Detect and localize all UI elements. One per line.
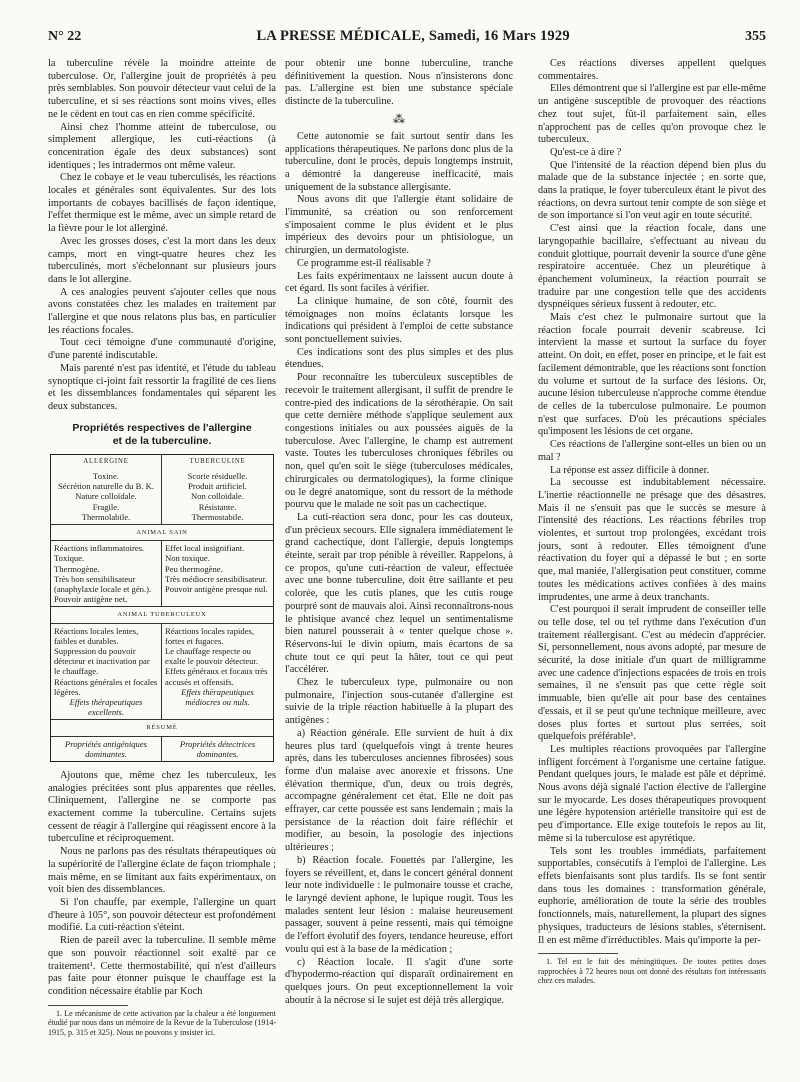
- table-header-row: [51, 455, 273, 469]
- table-row: [51, 624, 273, 720]
- paragraph: Ajoutons que, même chez les tuberculeux, les analogies précitées sont plus apparentes que réelles. Cliniquement, l'allergine ne se comporte pas exactement comme la tuberculine. Certains sujets cessent de réagir à l'allergine qui réagissent encore à la tuberculine et réciproquement.: [48, 769, 276, 845]
- paragraph: Tels sont les troubles immédiats, parfaitement supportables, consécutifs à l'emploi de l'allergine. Les effets bienfaisants sont plus tardifs. Ils se font sentir dans tous les domaines : transformation générale, euphorie, amélioration de toute la série des troubles fonctionnels, mais, naturellement, la plupart des signes physiques, traducteurs de lésions stables, s'éternisent. Il en est même d'irréductibles. Mais qu'importe la per-: [538, 845, 766, 946]
- paragraph: La cuti-réaction sera donc, pour les cas douteux, d'un précieux secours. Elle signalera immédiatement le grand cachectique, dont l'allergie, depuis longtemps éteinte, serait par trop pénible à réveiller. Rappelons, à ce propos, qu'une cuti-réaction de valeur, effectuée avec une bonne tuberculine, doit être saillante et peu colorée, que les cutis planes, que les cutis rouge pourpré sont de mauvais aloi. Ainsi reconnaîtrons-nous le phtisique avancé chez lequel un sentimentalisme bien naturel pousserait à « tenter quelque chose ». Réservons-lui le divin opium, mais écartons de sa chute tout ce qui peut la hâter, tout ce qui peut l'accélérer.: [285, 511, 513, 676]
- table-title-line-2: et de la tuberculine.: [112, 434, 212, 447]
- paragraph: Chez le tuberculeux type, pulmonaire ou non pulmonaire, l'injection sous-cutanée d'allergine est suivie de la triple réaction habituelle à la plupart des antigènes :: [285, 677, 513, 727]
- table-cell: Scorie résiduelle. Produit artificiel. Non colloïdale. Résistante. Thermostabile.: [187, 470, 248, 522]
- paragraph: Rien de pareil avec la tuberculine. Il semble même que son pouvoir réactionnel soit exalté par ce traitement¹. Cette thermostabilité, qui n'est d'ailleurs pas faite pour étonner puisque le chauffage est la condition nécessaire établie par Koch: [48, 935, 276, 997]
- issue-number: N° 22: [48, 29, 82, 44]
- table-row: [51, 737, 273, 761]
- paragraph: La secousse est indubitablement nécessaire. L'inertie réactionnelle ne présage que des désastres. Mais il ne s'ensuit pas que le succès se mesure à l'intensité des réactions. Les réactions fébriles trop violentes, et surtout trop prolongées, excédant trois jours, sont à redouter. Elles témoignent d'une réactivation du foyer qui a dépassé le but ; en sorte que, mal maniée, l'allergisation peut constituer, comme toutes les médications actives confiées à des mains imprudentes, une arme à deux tranchants.: [538, 477, 766, 603]
- table-cell: [162, 624, 273, 720]
- asterism-separator: ⁂: [393, 111, 405, 126]
- comparison-table: [50, 454, 274, 762]
- table-cell: Effet local insignifiant. Non toxique. Peu thermogène. Très médiocre sensibilisateur. Pouvoir antigène presque nul.: [165, 543, 268, 594]
- page-header: [48, 28, 766, 50]
- column-3: [538, 58, 766, 986]
- paragraph: Chez le cobaye et le veau tuberculisés, les réactions locales et générales sont équivalentes. Sur des lots importants de cobayes bacillisés de façon identique, l'effet thermique est le même, avec un simple retard de la fièvre pour le lot allerginé.: [48, 172, 276, 235]
- paragraph: A ces analogies peuvent s'ajouter celles que nous avons constatées chez les malades en traitement par l'allergine et que nous relatons plus bas, en particulier les réactions focales.: [48, 286, 276, 336]
- paragraph: Que l'intensité de la réaction dépend bien plus du malade que de la substance injectée ; en sorte que, dans la pratique, le foyer tuberculeux étant le pivot des réactions, on devra surtout tenir compte de son siège et de son importance si l'on veut agir en toute sécurité.: [538, 159, 766, 222]
- paragraph: La clinique humaine, de son côté, fournit des témoignages non moins éclatants lorsque les indications qui président à l'emploi de cette substance sont ponctuellement suivies.: [285, 295, 513, 346]
- paragraph: Avec les grosses doses, c'est la mort dans les deux camps, mort en vingt-quatre heures chez les tuberculinés, mort s'échelonnant sur plusieurs jours dans le lot allergine.: [48, 235, 276, 285]
- paragraph: la tuberculine révèle la moindre atteinte de tuberculose. Or, l'allergine jouit de propriétés à peu près semblables. Son pouvoir détecteur vaut celui de la tuberculine, et si ses réactions sont moins vives, elles ne le cèdent en tout cas en rien comme spécificité.: [48, 58, 276, 120]
- table-row: [51, 541, 273, 606]
- table-head-tuberculine: TUBERCULINE: [189, 457, 246, 465]
- paragraph: Mais c'est chez le pulmonaire surtout que la réaction focale pourrait devenir scabreuse. Ici intervient la masse et surtout la surface du foyer atteint. On doit, en effet, poser en principe, et le fait est facilement démontrable, que les réactions sont fonction du volume et surtout de la surface des lésions. Or, aucune lésion tuberculeuse n'approche comme étendue de celles de la tuberculose pulmonaire. Le poumon n'est que surfaces. D'où les précautions spéciales qu'imposent les lésions de cet organe.: [538, 312, 766, 438]
- paragraph: Pour reconnaître les tuberculeux susceptibles de recevoir le traitement allergisant, il suffit de prendre le contre-pied des indications de la sérothérapie. On sait que cette dernière méthode s'applique seulement aux congestions initiales ou aux poussées aiguës de la tuberculose. Avec l'allergine, le champ est autrement vaste. Toutes les tuberculoses chroniques fébriles ou non, quel qu'en soit le siège (tuberculoses médicales, chirurgicales ou dermatologiques), la forme clinique ou le degré anatomique, sont du ressort de la méthode pourvu que le malade ne soit pas un cachectique.: [285, 372, 513, 511]
- paragraph: Nous avons dit que l'allergie étant solidaire de l'immunité, sa création ou son renforcement s'imposaient comme le plus évident et le plus impérieux des devoirs pour un phtisiologue, un chirurgien, un dermatologiste.: [285, 194, 513, 257]
- table-row: [51, 469, 273, 524]
- paragraph: Ces réactions diverses appellent quelques commentaires.: [538, 58, 766, 82]
- paragraph: Cette autonomie se fait surtout sentir dans les applications thérapeutiques. Ne parlons donc plus de la tuberculine, dont le procès, depuis longtemps instruit, a démontré la dangereuse inefficacité, mais uniquement de la substance allergisante.: [285, 130, 513, 193]
- footnote: [48, 1009, 276, 1038]
- table-cell: Propriétés antigéniques dominantes.: [51, 737, 162, 761]
- table-head-allergine: ALLERGINE: [51, 455, 162, 469]
- paragraph: Ces indications sont des plus simples et des plus étendues.: [285, 346, 513, 371]
- paragraph: C'est pourquoi il serait imprudent de conseiller telle ou telle dose, tel ou tel rythme dans l'exécution d'un traitement réallergisant. C'est au médecin d'apprécier. Si, personnellement, nous avons adopté, par mesure de sécurité, la dose initiale d'un quart de milligramme avec une cadence d'injections espacées de trois en trois semaines, il ne s'ensuit pas que cette règle soit immuable, bien qu'elle ait pour base des centaines d'essais, et il se peut qu'une technique meilleure, avec doses plus fortes et surtout plus serrées, soit quelquefois préférable¹.: [538, 604, 766, 743]
- paragraph: Elles démontrent que si l'allergine est par elle-même un antigène susceptible de provoquer des réactions chez tout sujet, fût-il parfaitement sain, elles n'approchent pas de celles qu'on provoque chez le tuberculeux.: [538, 83, 766, 146]
- footnote-text: 1. Tel est le fait des méningitiques. De toutes petites doses rapprochées à 72 heures nous ont donné des résultats fort intéressants chez ces malades.: [538, 957, 766, 986]
- page-number: 355: [745, 29, 766, 44]
- table-section-label: ANIMAL TUBERCULEUX: [51, 606, 273, 623]
- footnote-separator: [538, 953, 618, 954]
- paragraph: C'est ainsi que la réaction focale, dans une laryngopathie bacillaire, s'effectuant au niveau du conduit glottique, pourrait devenir la source d'une gêne respiratoire accentuée. Chez un pleurétique à épanchement volumineux, la réaction pourrait se traduire par une congestion telle que des accidents dyspnéiques sérieux fussent à redouter, etc.: [538, 223, 766, 311]
- paragraph: c) Réaction locale. Il s'agit d'une sorte d'hypodermo-réaction qui disparaît ordinairement en quelques jours. On peut exceptionnellement la voir aboutir à la nécrose si le sujet est déjà très allergique.: [285, 956, 513, 1006]
- footnote-text: 1. Le mécanisme de cette activation par la chaleur a été longuement étudié par nous dans un mémoire de la Revue de la Tuberculose (1914-1915, p. 315 et 325). Nous ne pouvons y insister ici.: [48, 1008, 276, 1037]
- paragraph: a) Réaction générale. Elle survient de huit à dix heures plus tard (quelquefois vingt à trente heures après, dans les tuberculoses anciennes fibrosées) sous forme d'un malaise avec anorexie et frissons. Une élévation thermique, d'un, deux ou trois degrés, accompagne généralement cet état. Elle ne doit pas effrayer, car cette poussée est sans lendemain ; mais la persistance de la réaction doit faire réfléchir et modifier, au besoin, la posologie des injections ultérieures ;: [285, 727, 513, 854]
- table-cell-text: Réactions locales lentes, faibles et durables. Suppression du pouvoir détecteur et inactivation par le chauffage. Réactions générales et focales légères.: [54, 625, 158, 697]
- table-cell: [51, 624, 162, 720]
- paragraph: Tout ceci témoigne d'une communauté d'origine, d'une parenté indiscutable.: [48, 337, 276, 362]
- paragraph: Ce programme est-il réalisable ?: [297, 257, 431, 269]
- paragraph: b) Réaction focale. Fouettés par l'allergine, les foyers se réveillent, et, dans le concert général donnent leur note individuelle : le pulmonaire tousse et crache, le laryngé devient aphone, le lupique rougit. Tous les malades sentent leur lésion : malaise heureusement passager, souvent à peine ressenti, mais qui témoigne de l'effort évolutif des foyers, tendance heureuse, effort voulu qui est à la base de la médication ;: [285, 854, 513, 955]
- paragraph: Les multiples réactions provoquées par l'allergine infligent forcément à l'organisme une certaine fatigue. Pendant quelques jours, le malade est pâle et déprimé. Nous avons déjà signalé l'action élective de l'allergine sur le myocarde. Les doses thérapeutiques provoquent une légère hypotension artérielle transitoire qui est de peu d'importance. Elle exige toutefois le repos au lit, même si la tuberculose est apyrétique.: [538, 743, 766, 844]
- table-section-label: RÉSUMÉ: [51, 719, 273, 736]
- table-section-label: ANIMAL SAIN: [51, 524, 273, 541]
- column-1: [48, 58, 276, 1037]
- table-title: [48, 422, 276, 448]
- paragraph: Ainsi chez l'homme atteint de tuberculose, ou simplement allergique, les cuti-réactions (à concentration égale des deux substances) sont identiques ; les intradermos ont même valeur.: [48, 121, 276, 171]
- table-cell: Toxine. Sécrétion naturelle du B. K. Nature colloïdale. Fragile. Thermolabile.: [51, 469, 162, 524]
- paragraph: Si l'on chauffe, par exemple, l'allergine un quart d'heure à 105°, son pouvoir détecteur est profondément modifié. La cuti-réaction s'éteint.: [48, 897, 276, 934]
- footnote-separator: [48, 1005, 128, 1006]
- table-cell: Propriétés détectrices dominantes.: [179, 738, 256, 759]
- paragraph: Mais parenté n'est pas identité, et l'étude du tableau synoptique ci-joint fait ressortir la fragilité de ces liens et les dissemblances fondamentales qui séparent les deux substances.: [48, 362, 276, 412]
- paragraph: Qu'est-ce à dire ?: [550, 146, 622, 158]
- paragraph: Nous ne parlons pas des résultats thérapeutiques où la supériorité de l'allergine éclate de façon triomphale ; mais même, en se limitant aux faits expérimentaux, on voit bien des dissemblances.: [48, 846, 276, 896]
- table-title-line-1: Propriétés respectives de l'allergine: [72, 421, 252, 434]
- paragraph: Ces réactions de l'allergine sont-elles un bien ou un mal ?: [538, 439, 766, 463]
- paragraph: pour obtenir une bonne tuberculine, tranche définitivement la question. Nous n'insisterons donc pas. L'allergine est bien une substance spéciale distincte de la tuberculine.: [285, 58, 513, 108]
- footnote: [538, 957, 766, 986]
- journal-title: LA PRESSE MÉDICALE, Samedi, 16 Mars 1929: [256, 28, 570, 44]
- table-cell-italic: Effets thérapeutiques médiocres ou nuls.: [181, 686, 254, 707]
- paragraph: Les faits expérimentaux ne laissent aucun doute à cet égard. Ils sont faciles à vérifier.: [285, 270, 513, 295]
- table-cell: Réactions inflammatoires. Toxique. Thermogène. Très bon sensibilisateur (anaphylaxie locale et gén.). Pouvoir antigène net.: [51, 541, 162, 606]
- paragraph: La réponse est assez difficile à donner.: [550, 464, 710, 476]
- table-cell-italic: Effets thérapeutiques excellents.: [69, 696, 143, 718]
- column-2: [285, 58, 513, 1007]
- table-cell-text: Réactions locales rapides, fortes et fugaces. Le chauffage respecte ou exalte le pouvoir détecteur. Effets généraux et focaux très accusés et offensifs.: [165, 625, 268, 687]
